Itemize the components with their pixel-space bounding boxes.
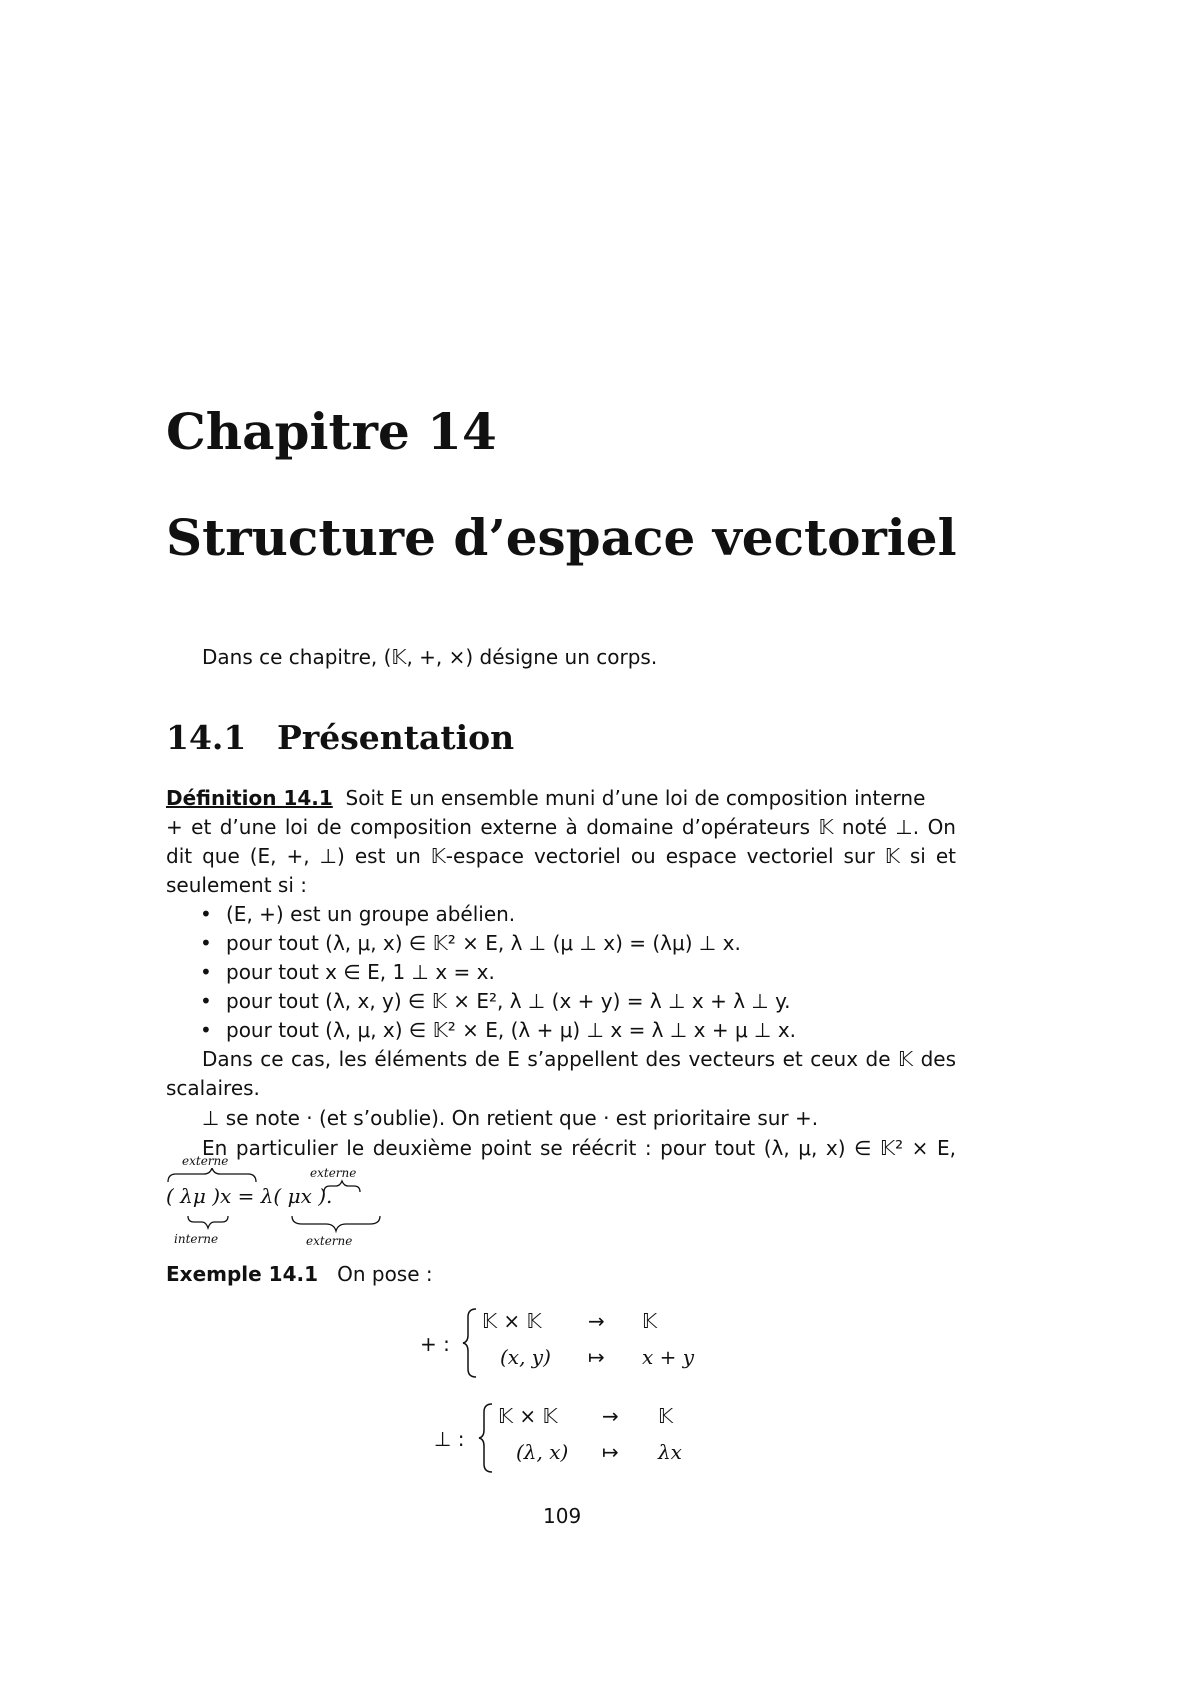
definition-line-3: dit que (E, +, ⊥) est un 𝕂-espace vectoriel ou espace vectoriel sur 𝕂 si et bbox=[166, 844, 956, 868]
section-title: Présentation bbox=[277, 718, 515, 757]
map-perp-arg: (λ, x) bbox=[516, 1440, 569, 1464]
section-number: 14.1 bbox=[166, 718, 247, 757]
map-plus-arg: (x, y) bbox=[500, 1345, 551, 1369]
remark-line-4: En particulier le deuxième point se réécrit : pour tout (λ, μ, x) ∈ 𝕂² × E, bbox=[202, 1136, 956, 1160]
under-label-left: interne bbox=[174, 1232, 219, 1246]
definition-bullet-1: • (E, +) est un groupe abélien. bbox=[200, 902, 515, 926]
chapter-intro: Dans ce chapitre, (𝕂, +, ×) désigne un corps. bbox=[202, 645, 658, 669]
map-perp-arrow: → bbox=[602, 1404, 619, 1428]
map-perp-brace bbox=[478, 1402, 494, 1474]
definition-text-1: Soit E un ensemble muni d’une loi de composition interne bbox=[345, 786, 926, 810]
remark-line-1: Dans ce cas, les éléments de E s’appellent des vecteurs et ceux de 𝕂 des bbox=[202, 1047, 956, 1071]
definition-line-2: + et d’une loi de composition externe à domaine d’opérateurs 𝕂 noté ⊥. On bbox=[166, 815, 956, 839]
over-label-left: externe bbox=[182, 1154, 229, 1168]
map-plus-mapsto: ↦ bbox=[588, 1345, 605, 1369]
definition-bullet-4: • pour tout (λ, x, y) ∈ 𝕂 × E², λ ⊥ (x + y) = λ ⊥ x + λ ⊥ y. bbox=[200, 989, 791, 1013]
map-plus-brace bbox=[462, 1307, 478, 1379]
chapter-label: Chapitre 14 bbox=[166, 402, 497, 461]
map-perp bbox=[434, 1400, 734, 1480]
definition-bullet-5: • pour tout (λ, μ, x) ∈ 𝕂² × E, (λ + μ) ⊥ x = λ ⊥ x + μ ⊥ x. bbox=[200, 1018, 796, 1042]
example-text: On pose : bbox=[337, 1262, 433, 1286]
definition-bullet-3: • pour tout x ∈ E, 1 ⊥ x = x. bbox=[200, 960, 495, 984]
map-plus-domain: 𝕂 × 𝕂 bbox=[482, 1309, 542, 1333]
definition-line-1 bbox=[166, 786, 956, 810]
map-plus-codomain: 𝕂 bbox=[642, 1309, 658, 1333]
remark-line-2: scalaires. bbox=[166, 1076, 260, 1100]
under-label-right: externe bbox=[306, 1234, 353, 1248]
definition-line-4: seulement si : bbox=[166, 873, 307, 897]
map-perp-mapsto: ↦ bbox=[602, 1440, 619, 1464]
map-plus-arrow: → bbox=[588, 1309, 605, 1333]
page-number: 109 bbox=[543, 1504, 582, 1528]
map-plus bbox=[420, 1305, 720, 1385]
map-perp-name: ⊥ : bbox=[434, 1427, 465, 1451]
example-label: Exemple 14.1 bbox=[166, 1262, 319, 1286]
map-perp-domain: 𝕂 × 𝕂 bbox=[498, 1404, 558, 1428]
brace-formula-expression: ( λμ )x = λ( μx ). bbox=[166, 1184, 333, 1208]
brace-formula bbox=[166, 1156, 396, 1246]
definition-label: Définition 14.1 bbox=[166, 786, 333, 810]
chapter-title: Structure d’espace vectoriel bbox=[166, 508, 957, 567]
map-perp-codomain: 𝕂 bbox=[658, 1404, 674, 1428]
map-plus-value: x + y bbox=[642, 1345, 695, 1369]
example-line bbox=[166, 1262, 956, 1286]
map-plus-name: + : bbox=[420, 1332, 450, 1356]
over-label-right: externe bbox=[310, 1166, 357, 1180]
remark-line-3: ⊥ se note · (et s’oublie). On retient que · est prioritaire sur +. bbox=[202, 1106, 819, 1130]
definition-bullet-2: • pour tout (λ, μ, x) ∈ 𝕂² × E, λ ⊥ (μ ⊥ x) = (λμ) ⊥ x. bbox=[200, 931, 741, 955]
map-perp-value: λx bbox=[658, 1440, 682, 1464]
